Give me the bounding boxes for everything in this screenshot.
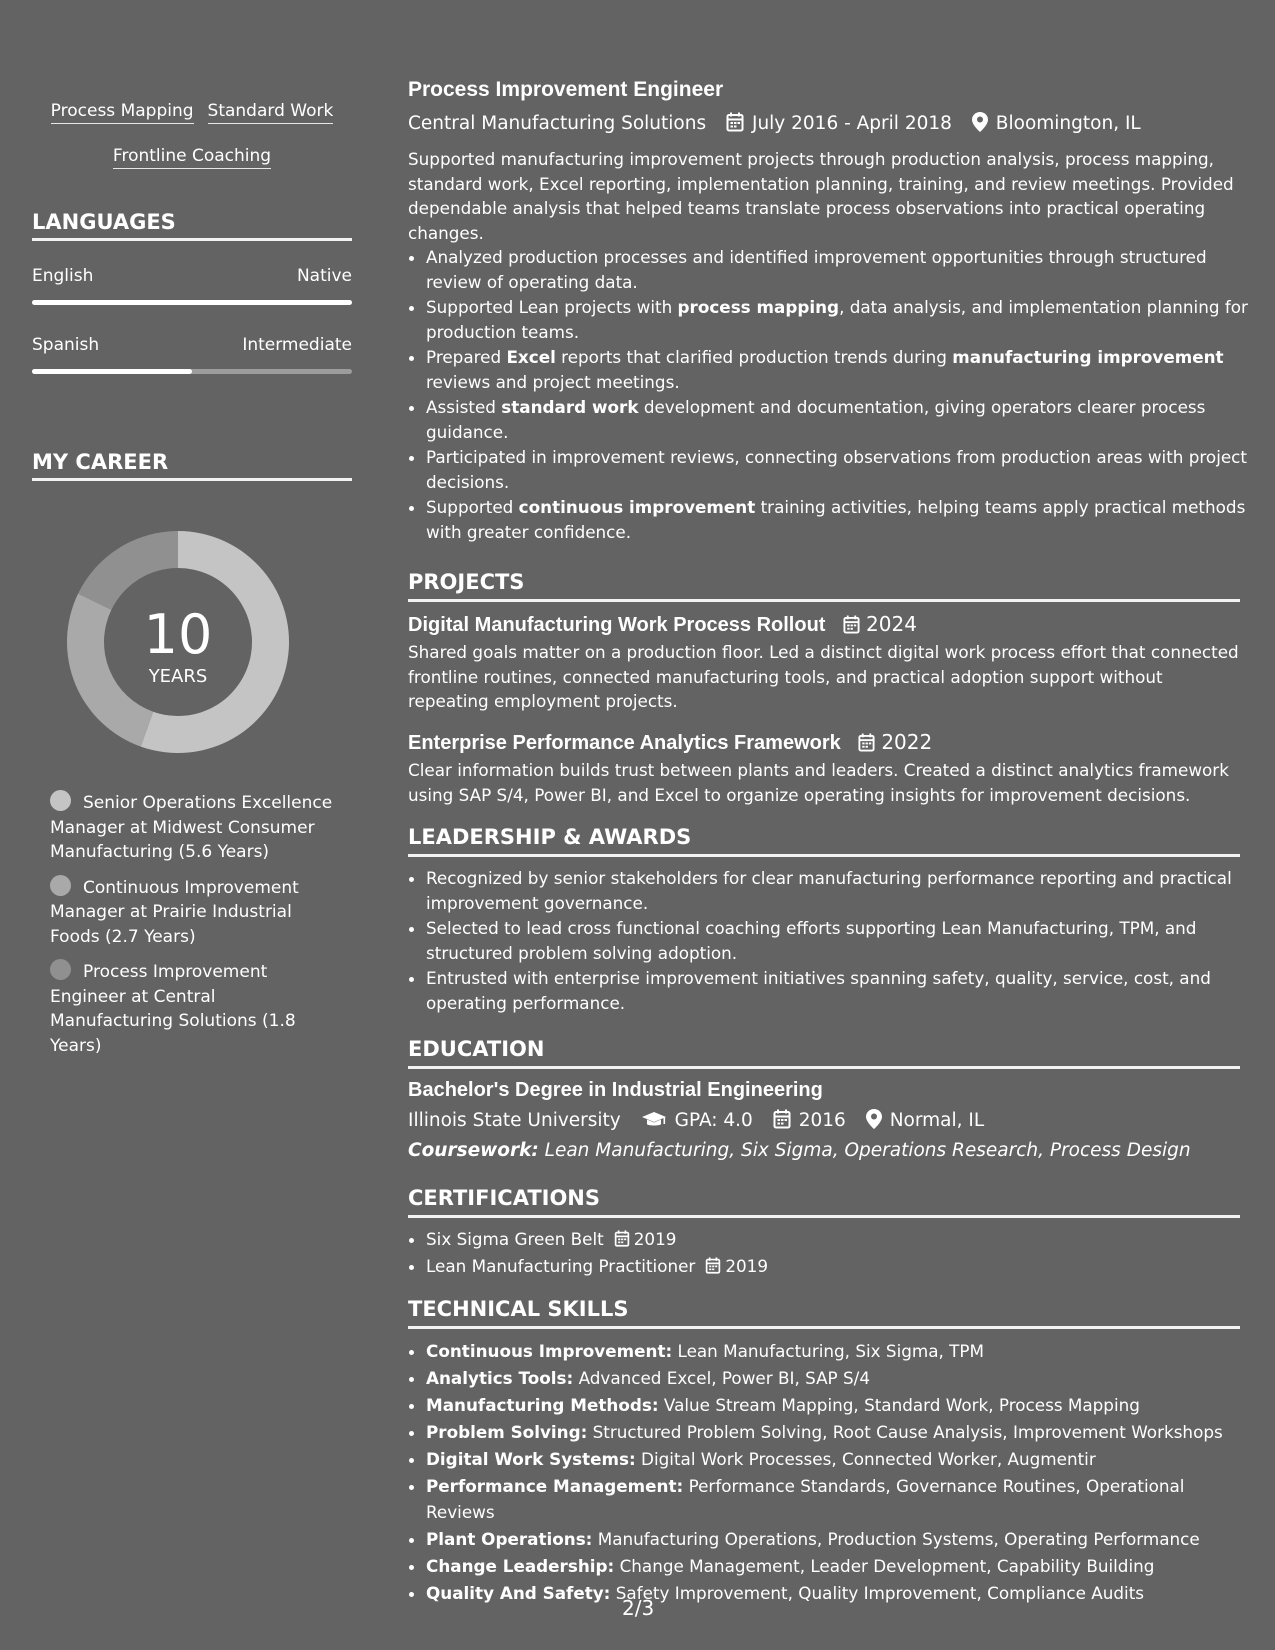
career-unit: YEARS (148, 666, 208, 687)
skill-item (426, 1553, 1258, 1579)
project-description: Shared goals matter on a production floor. Led a distinct digital work process effort that connected frontline routines, connected manufacturing tools, and practical adoption support without repeating employment projects. (408, 642, 1239, 711)
project-name: Digital Manufacturing Work Process Rollout (408, 614, 826, 636)
technical-skills-list (408, 1338, 1258, 1607)
skill-values: Lean Manufacturing, Six Sigma, TPM (672, 1341, 985, 1361)
skill-item (426, 1473, 1258, 1525)
job-bullet: • Supported continuous improvement training activities, helping teams apply practical methods with greater confidence. (426, 495, 1258, 544)
skill-values: Performance Standards, Governance Routines, Operational Reviews (426, 1476, 1185, 1522)
graduation-cap-icon (641, 1111, 667, 1129)
career-total: 10 (143, 603, 213, 666)
leadership-item: • Recognized by senior stakeholders for clear manufacturing performance reporting and practical improvement governance. (426, 866, 1258, 915)
certification-item (426, 1227, 1258, 1252)
skill-tag: Frontline Coaching (113, 145, 271, 169)
leadership-heading: LEADERSHIP & AWARDS (408, 825, 1240, 857)
career-legend (50, 790, 340, 1068)
job-title: Process Improvement Engineer (408, 78, 724, 101)
projects-heading: PROJECTS (408, 570, 1240, 602)
calendar-icon (705, 1257, 721, 1274)
language-proficiency-fill (32, 369, 192, 374)
skill-values: Advanced Excel, Power BI, SAP S/4 (573, 1368, 870, 1388)
coursework-label: Coursework: (408, 1140, 539, 1161)
technical-skills-heading: TECHNICAL SKILLS (408, 1297, 1240, 1329)
donut-segment (67, 594, 153, 747)
project-title (408, 730, 932, 755)
certification-year: 2019 (633, 1229, 677, 1249)
legend-text: Continuous Improvement Manager at Prairie Industrial Foods (2.7 Years) (50, 877, 299, 947)
leadership-item: • Entrusted with enterprise improvement initiatives spanning safety, quality, service, cost, and operating performance. (426, 966, 1258, 1015)
certification-name: Six Sigma Green Belt (426, 1229, 604, 1249)
skill-tag: Process Mapping (51, 100, 194, 124)
project-year: 2022 (881, 730, 933, 754)
school-location: Normal, IL (889, 1110, 985, 1131)
calendar-icon (858, 733, 875, 752)
job-bullets (408, 245, 1258, 545)
career-donut-chart (66, 530, 290, 754)
language-name: English (32, 266, 94, 286)
legend-text: Process Improvement Engineer at Central Manufacturing Solutions (1.8 Years) (50, 962, 296, 1056)
skill-item (426, 1446, 1258, 1472)
leadership-item: • Selected to lead cross functional coaching efforts supporting Lean Manufacturing, TPM, and structured problem solving adoption. (426, 916, 1258, 965)
job-bullet: • Prepared Excel reports that clarified production trends during manufacturing improvement reviews and project meetings. (426, 345, 1258, 394)
coursework-list: Lean Manufacturing, Six Sigma, Operations Research, Process Design (544, 1140, 1191, 1161)
career-legend-item (50, 875, 340, 950)
language-proficiency-bar (32, 369, 352, 374)
calendar-icon (773, 1109, 791, 1129)
job-meta (408, 112, 1141, 134)
job-dates: July 2016 - April 2018 (751, 113, 952, 134)
calendar-icon (843, 615, 860, 634)
certifications-list (408, 1227, 1258, 1280)
gpa: GPA: 4.0 (674, 1110, 753, 1131)
language-name: Spanish (32, 335, 100, 355)
skill-item (426, 1526, 1258, 1552)
language-level: Intermediate (242, 335, 352, 355)
project-description: Clear information builds trust between plants and leaders. Created a distinct analytics framework using SAP S/4, Power BI, and Excel to organize operating insights for improvement decisions. (408, 760, 1229, 805)
legend-dot (50, 959, 71, 980)
language-english (32, 266, 352, 305)
project-title (408, 612, 917, 637)
calendar-icon (726, 112, 744, 132)
skill-category: Manufacturing Methods: (426, 1395, 659, 1415)
calendar-icon (614, 1230, 630, 1247)
legend-text: Senior Operations Excellence Manager at Midwest Consumer Manufacturing (5.6 Years) (50, 793, 333, 862)
certification-item (426, 1254, 1258, 1279)
project-name: Enterprise Performance Analytics Framework (408, 732, 841, 754)
skill-item (426, 1392, 1258, 1418)
skill-category: Problem Solving: (426, 1422, 588, 1442)
career-legend-item (50, 959, 340, 1058)
location-pin-icon (866, 1109, 882, 1129)
certifications-heading: CERTIFICATIONS (408, 1186, 1240, 1218)
education-heading: EDUCATION (408, 1037, 1240, 1069)
skill-values: Manufacturing Operations, Production Systems, Operating Performance (592, 1529, 1200, 1549)
skill-category: Analytics Tools: (426, 1368, 574, 1388)
skill-values: Change Management, Leader Development, Capability Building (614, 1556, 1155, 1576)
job-location: Bloomington, IL (995, 113, 1141, 134)
job-company: Central Manufacturing Solutions (408, 113, 707, 134)
skill-category: Plant Operations: (426, 1529, 593, 1549)
skill-tag: Standard Work (208, 100, 334, 124)
skill-values: Value Stream Mapping, Standard Work, Process Mapping (658, 1395, 1140, 1415)
legend-dot (50, 875, 71, 896)
language-proficiency-fill (32, 300, 352, 305)
skill-item (426, 1419, 1258, 1445)
job-summary: Supported manufacturing improvement projects through production analysis, process mapping, standard work, Excel reporting, implementation planning, training, and review meetings. Provided dependable analysis that helped teams translate process observations into practical operating changes. (408, 149, 1234, 243)
skill-tags (32, 88, 352, 178)
donut-segment (78, 531, 178, 610)
graduation-year: 2016 (798, 1110, 846, 1131)
skill-item (426, 1338, 1258, 1364)
certification-name: Lean Manufacturing Practitioner (426, 1255, 696, 1276)
skill-values: Structured Problem Solving, Root Cause Analysis, Improvement Workshops (587, 1422, 1223, 1442)
degree-title: Bachelor's Degree in Industrial Engineering (408, 1079, 823, 1101)
school-name: Illinois State University (408, 1110, 621, 1131)
skill-category: Performance Management: (426, 1476, 684, 1496)
skill-values: Digital Work Processes, Connected Worker, Augmentir (635, 1449, 1096, 1469)
languages-heading: LANGUAGES (32, 210, 352, 241)
job-bullet: • Supported Lean projects with process mapping, data analysis, and implementation planning for production teams. (426, 295, 1258, 344)
language-proficiency-bar (32, 300, 352, 305)
skill-category: Continuous Improvement: (426, 1341, 673, 1361)
coursework (408, 1140, 1191, 1161)
language-level: Native (296, 266, 352, 286)
skill-category: Digital Work Systems: (426, 1449, 636, 1469)
project-year: 2024 (866, 612, 917, 636)
legend-dot (50, 790, 71, 811)
skill-item (426, 1580, 1258, 1606)
skill-values: Safety Improvement, Quality Improvement, Compliance Audits (610, 1583, 1145, 1603)
skill-category: Quality And Safety: (426, 1583, 611, 1603)
job-bullet: • Analyzed production processes and identified improvement opportunities through structured review of operating data. (426, 245, 1258, 294)
certification-year: 2019 (725, 1255, 769, 1276)
leadership-list (408, 866, 1258, 1016)
education-meta (408, 1109, 984, 1131)
page-number: 2/3 (622, 1596, 655, 1620)
skill-category: Change Leadership: (426, 1556, 615, 1576)
career-heading: MY CAREER (32, 450, 352, 481)
location-pin-icon (972, 112, 988, 132)
career-legend-item (50, 790, 340, 865)
job-bullet: • Participated in improvement reviews, connecting observations from production areas with project decisions. (426, 445, 1258, 494)
language-spanish (32, 335, 352, 374)
skill-item (426, 1365, 1258, 1391)
job-bullet: • Assisted standard work development and documentation, giving operators clearer process guidance. (426, 395, 1258, 444)
